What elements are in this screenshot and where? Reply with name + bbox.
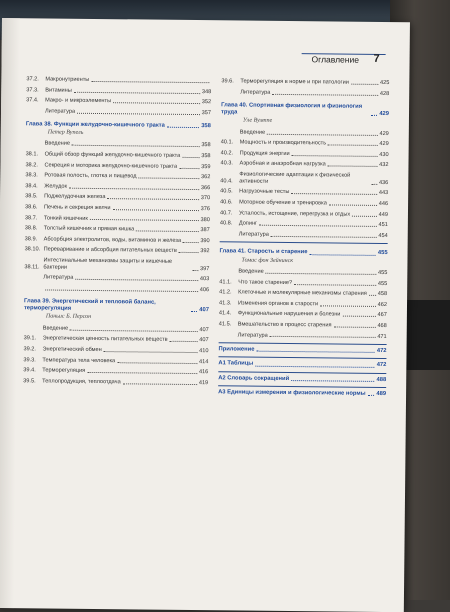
entry-title: Литература [240, 89, 270, 96]
heading-title: Приложение [218, 346, 254, 354]
toc-entry [24, 275, 209, 284]
dot-leader [77, 113, 200, 115]
entry-page: 425 [380, 80, 389, 87]
dot-leader [270, 336, 376, 338]
toc-entry [26, 87, 211, 96]
entry-page: 358 [201, 153, 210, 160]
entry-page: 471 [377, 333, 386, 340]
appendix-heading [218, 361, 386, 370]
entry-number: 37.2. [26, 76, 45, 83]
chapter-heading [221, 102, 389, 118]
entry-page: 446 [379, 201, 388, 208]
entry-page: 419 [199, 380, 208, 387]
heading-page: 472 [377, 348, 387, 355]
entry-number: 41.2. [219, 289, 238, 296]
appendix-heading [218, 389, 386, 398]
dot-leader [309, 254, 375, 256]
entry-title: Что такое старение? [238, 279, 292, 287]
dot-leader [45, 289, 198, 292]
entry-number: 38.5. [25, 194, 44, 201]
entry-number: 39.4. [23, 367, 42, 374]
entry-number: 38.8. [25, 225, 44, 232]
dot-leader [271, 236, 377, 238]
dot-leader [136, 230, 198, 232]
heading-title: Глава 40. Спортивная физиология и физиология труда [221, 102, 369, 118]
entry-title: Энергетический обмен [42, 347, 101, 355]
appendix-heading [218, 346, 386, 355]
entry-title: Литература [43, 275, 73, 282]
entry-number: 39.3. [23, 357, 42, 364]
dot-leader [342, 316, 375, 317]
entry-title: Витамины [45, 87, 72, 94]
heading-page: 455 [378, 250, 388, 257]
entry-number: 38.11. [24, 264, 43, 271]
heading-page: 429 [379, 111, 389, 118]
dot-leader [329, 204, 377, 206]
dot-leader [259, 225, 376, 227]
toc-entry [24, 325, 209, 334]
toc-entry [24, 257, 209, 273]
entry-page: 467 [378, 312, 387, 319]
toc-entry [25, 215, 210, 224]
toc-entry [220, 189, 388, 198]
dot-leader [291, 193, 376, 195]
entry-title: Теплопродукция, теплоотдача [42, 378, 121, 386]
heading-title: А2 Словарь сокращений [218, 375, 289, 383]
entry-number: 39.2. [23, 346, 42, 353]
dot-leader [179, 167, 199, 168]
entry-page: 357 [202, 110, 211, 117]
toc-entry [221, 150, 389, 159]
toc-entry [23, 346, 208, 355]
toc-left-column [23, 76, 211, 390]
entry-page: 443 [379, 190, 388, 197]
toc-right-column [218, 78, 389, 401]
dot-leader [139, 178, 199, 180]
entry-title: Литература [238, 332, 268, 339]
dot-leader [123, 383, 197, 385]
entry-number: 39.1. [24, 336, 43, 343]
entry-title: Введение [45, 141, 70, 148]
toc-entry [25, 194, 210, 203]
dot-leader [167, 127, 199, 128]
entry-page: 403 [200, 276, 209, 283]
entry-title: Клеточные и молекулярные механизмы старения [238, 290, 367, 298]
entry-title: Аэробная и анаэробная нагрузка [239, 161, 325, 169]
entry-number: 40.2. [221, 150, 240, 157]
chapter-author: Паньис Б. Персон [46, 314, 209, 323]
entry-number: 38.3. [25, 172, 44, 179]
entry-title: Терморегуляция в норме и при патологии [240, 78, 349, 86]
toc-entry [220, 231, 388, 240]
entry-number: 41.3. [219, 300, 238, 307]
toc-entry [220, 220, 388, 229]
dot-leader [368, 395, 375, 396]
entry-number: 40.8. [220, 220, 239, 227]
entry-number: 38.7. [25, 215, 44, 222]
toc-entry [219, 321, 387, 330]
toc-entry [26, 108, 211, 117]
entry-number: 39.6. [221, 78, 240, 85]
entry-page: 468 [377, 323, 386, 330]
toc-entry [25, 236, 210, 245]
dot-leader [267, 133, 377, 135]
toc-entry [219, 311, 387, 320]
heading-page: 488 [377, 376, 387, 383]
dot-leader [107, 198, 198, 200]
heading-title: Глава 39. Энергетический и тепловой баланс, терморегуляция [24, 298, 189, 314]
toc-entry [219, 268, 387, 277]
dot-leader [69, 187, 199, 189]
entry-page: 366 [201, 185, 210, 192]
toc-entry [25, 162, 210, 171]
heading-page: 407 [199, 307, 209, 314]
entry-page: 449 [379, 212, 388, 219]
toc-entry [221, 89, 389, 98]
page-number: 7 [374, 53, 380, 65]
entry-title: Мощность и производительность [240, 140, 327, 148]
entry-number: 38.1. [26, 151, 45, 158]
entry-number: 41.4. [219, 311, 238, 318]
book-page [0, 18, 410, 612]
entry-title: Терморегуляция [42, 368, 85, 375]
toc-entry [23, 357, 208, 366]
toc-entry [25, 246, 210, 255]
entry-number: 37.4. [26, 97, 45, 104]
dot-leader [70, 330, 197, 332]
toc-entry [221, 129, 389, 138]
entry-title: Температура тела человека [42, 357, 115, 365]
section-divider [218, 371, 386, 374]
entry-page: 429 [379, 141, 388, 148]
entry-page: 429 [379, 130, 388, 137]
entry-title: Поджелудочная железа [44, 194, 105, 202]
heading-title: А1 Таблицы [218, 361, 253, 369]
toc-entry [220, 171, 388, 187]
entry-title: Абсорбция электролитов, воды, витаминов и железа [44, 236, 181, 244]
entry-title: Моторное обучение и тренировка [239, 199, 327, 207]
dot-leader [371, 115, 377, 116]
dot-leader [113, 102, 200, 104]
entry-title: Печень и секреция желчи [44, 204, 111, 212]
entry-page: 455 [378, 270, 387, 277]
heading-title: А3 Единицы измерения и физиологические нормы [218, 389, 366, 398]
toc-entry [26, 97, 211, 106]
entry-page: 387 [200, 227, 209, 234]
heading-page: 358 [201, 123, 211, 130]
toc-entry [221, 139, 389, 148]
entry-number: 41.1. [219, 279, 238, 286]
entry-page: 359 [201, 164, 210, 171]
entry-number: 41.5. [219, 321, 238, 328]
dot-leader [369, 295, 376, 296]
entry-title: Литература [239, 231, 269, 238]
heading-page: 472 [377, 362, 387, 369]
toc-entry [25, 204, 210, 213]
chapter-heading [24, 298, 209, 314]
entry-title: Секреция и моторика желудочно-кишечного тракта [44, 162, 177, 170]
entry-number: 39.5. [23, 378, 42, 385]
dot-leader [91, 81, 209, 83]
appendix-heading [218, 375, 386, 384]
toc-entry [219, 300, 387, 309]
entry-page: 432 [379, 162, 388, 169]
entry-number: 40.1. [221, 139, 240, 146]
entry-title: Нагрузочные тесты [239, 189, 289, 197]
dot-leader [90, 219, 199, 221]
section-divider [218, 357, 386, 360]
dot-leader [87, 372, 197, 374]
dot-leader [75, 279, 198, 281]
toc-entry [25, 172, 210, 181]
chapter-author: Томас фон Зейнинск [241, 257, 387, 266]
entry-number: 38.10. [25, 246, 44, 253]
entry-page: 362 [201, 174, 210, 181]
entry-title: Литература [45, 108, 75, 115]
entry-number: 40.7. [220, 210, 239, 217]
section-divider [219, 342, 387, 345]
entry-number: 40.4. [220, 178, 239, 185]
dot-leader [328, 166, 377, 168]
entry-page: 430 [379, 152, 388, 159]
dot-leader [104, 351, 197, 353]
section-divider [220, 242, 388, 245]
entry-page: 451 [378, 222, 387, 229]
entry-page: 454 [378, 233, 387, 240]
entry-page: 458 [378, 291, 387, 298]
entry-page: 406 [200, 287, 209, 294]
toc-entry [220, 199, 388, 208]
dot-leader [352, 215, 376, 216]
entry-title: Вмешательство в процесс старения [238, 321, 332, 329]
toc-entry [24, 285, 209, 294]
entry-title: Толстый кишечник и прямая кишка [44, 226, 135, 234]
heading-page: 489 [376, 391, 386, 398]
dot-leader [294, 284, 376, 286]
entry-title: Продукция энергии [240, 150, 290, 158]
chapter-author: Уле Вумппе [243, 118, 389, 127]
toc-entry [25, 225, 210, 234]
entry-page: 428 [380, 91, 389, 98]
entry-number: 40.5. [220, 189, 239, 196]
dot-leader [328, 145, 377, 147]
dot-leader [272, 93, 378, 95]
entry-page: 407 [199, 338, 208, 345]
toc-entry [26, 76, 211, 85]
entry-page: 380 [201, 217, 210, 224]
dot-leader [320, 305, 376, 307]
toc-entry [26, 141, 211, 150]
dot-leader [266, 273, 376, 275]
entry-number: 38.6. [25, 204, 44, 211]
dot-leader [255, 365, 374, 367]
toc-entry [220, 210, 388, 219]
section-divider [218, 385, 386, 388]
entry-page: 348 [202, 89, 211, 96]
entry-number: 40.3. [220, 161, 239, 168]
entry-title: Изменения органов в старости [238, 300, 318, 308]
entry-number: 37.3. [26, 87, 45, 94]
entry-title: Желудок [44, 183, 67, 190]
entry-title: Введение [240, 129, 265, 136]
entry-page: 397 [200, 266, 209, 273]
entry-page: 414 [199, 359, 208, 366]
entry-title: Ротовая полость, глотка и пищевод [44, 173, 136, 181]
toc-entry [221, 78, 389, 87]
entry-page: 376 [201, 206, 210, 213]
toc-entry [220, 161, 388, 170]
dot-leader [291, 380, 374, 382]
dot-leader [256, 351, 374, 353]
entry-title: Введение [43, 325, 68, 332]
dot-leader [351, 84, 378, 85]
toc-entry [23, 367, 208, 376]
entry-title: Интестинальные механизмы защиты и кишечные бактерии [43, 257, 190, 273]
entry-page: 370 [201, 195, 210, 202]
entry-title: Введение [238, 269, 263, 276]
entry-page: 352 [202, 99, 211, 106]
dot-leader [182, 157, 199, 158]
dot-leader [179, 252, 198, 253]
dot-leader [113, 209, 199, 211]
dot-leader [72, 145, 199, 147]
dot-leader [333, 326, 375, 327]
entry-title: Макронутриенты [45, 76, 89, 83]
chapter-author: Петер Вупель [48, 129, 211, 138]
running-header-title: Оглавление [312, 54, 359, 64]
toc-entry [23, 378, 208, 387]
toc-entry [26, 151, 211, 160]
entry-title: Общий обзор функций желудочно-кишечного тракта [45, 151, 181, 159]
entry-page: 358 [201, 143, 210, 150]
dot-leader [192, 270, 198, 271]
dot-leader [292, 155, 378, 157]
toc-entry [219, 279, 387, 288]
dot-leader [117, 362, 197, 364]
entry-page: 416 [199, 369, 208, 376]
heading-title: Глава 38. Функции желудочно-кишечного тракта [26, 121, 165, 130]
dot-leader [74, 91, 200, 93]
entry-number: 38.4. [25, 183, 44, 190]
entry-page: 462 [378, 302, 387, 309]
entry-number: 38.9. [25, 236, 44, 243]
toc-entry [219, 332, 387, 341]
toc-entry [24, 336, 209, 345]
dot-leader [183, 242, 198, 243]
dot-leader [170, 341, 198, 342]
dot-leader [191, 311, 197, 312]
entry-title: Функциональные нарушения и болезни [238, 311, 341, 319]
heading-title: Глава 41. Старость и старение [220, 249, 308, 257]
entry-number: 40.6. [220, 199, 239, 206]
entry-page: 390 [200, 238, 209, 245]
entry-page: 410 [199, 348, 208, 355]
entry-title: Тонкий кишечник [44, 215, 88, 222]
toc-entry [219, 289, 387, 298]
entry-page: 392 [200, 248, 209, 255]
entry-title: Усталость, истощение, перегрузка и отдых [239, 210, 350, 218]
dot-leader [371, 184, 377, 185]
entry-title: Переваривание и абсорбция питательных веществ [44, 247, 177, 255]
entry-title: Физиологические адаптации к физической активности [239, 171, 369, 186]
entry-number: 38.2. [25, 162, 44, 169]
entry-page: 436 [379, 180, 388, 187]
toc-entry [25, 183, 210, 192]
entry-page: 407 [199, 327, 208, 334]
entry-title: Макро- и микроэлементы [45, 98, 111, 106]
entry-title: Допинг [239, 221, 257, 228]
entry-page: 455 [378, 281, 387, 288]
entry-title: Энергетическая ценность питательных веществ [43, 336, 168, 344]
